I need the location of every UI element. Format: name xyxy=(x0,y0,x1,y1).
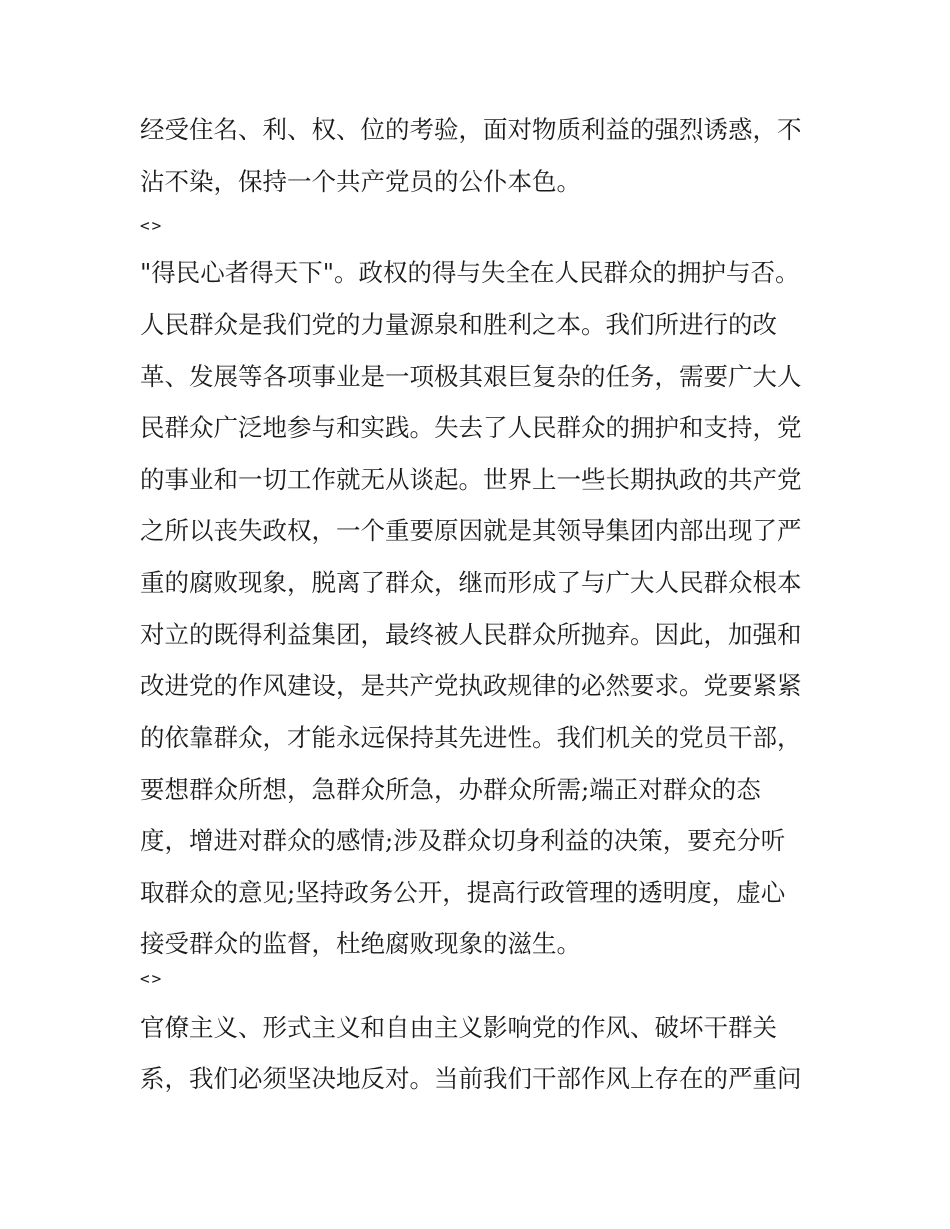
paragraph-2-line-13: 取群众的意见;坚持政务公开，提高行政管理的透明度，虚心 xyxy=(140,878,786,907)
paragraph-2-line-10: 的依靠群众，才能永远保持其先进性。我们机关的党员干部， xyxy=(140,723,802,752)
paragraph-2-line-1: "得民心者得天下"。政权的得与失全在人民群众的拥护与否。 xyxy=(140,258,800,287)
paragraph-3-line-1: 官僚主义、形式主义和自由主义影响党的作风、破坏干群关 xyxy=(140,1013,777,1042)
paragraph-3-line-2: 系，我们必须坚决地反对。当前我们干部作风上存在的严重问 xyxy=(140,1064,802,1093)
paragraph-2-line-4: 民群众广泛地参与和实践。失去了人民群众的拥护和支持，党 xyxy=(140,413,802,442)
paragraph-1-line-1: 经受住名、利、权、位的考验，面对物质利益的强烈诱惑，不 xyxy=(140,115,802,144)
paragraph-2-line-6: 之所以丧失政权，一个重要原因就是其领导集团内部出现了严 xyxy=(140,516,802,545)
paragraph-2-line-9: 改进党的作风建设，是共产党执政规律的必然要求。党要紧紧 xyxy=(140,671,802,700)
paragraph-separator-2: <> xyxy=(140,969,164,988)
paragraph-2-line-14: 接受群众的监督，杜绝腐败现象的滋生。 xyxy=(140,929,581,958)
paragraph-2-line-7: 重的腐败现象，脱离了群众，继而形成了与广大人民群众根本 xyxy=(140,568,802,597)
paragraph-2-line-8: 对立的既得利益集团，最终被人民群众所抛弃。因此，加强和 xyxy=(140,620,802,649)
paragraph-2-line-5: 的事业和一切工作就无从谈起。世界上一些长期执政的共产党 xyxy=(140,465,802,494)
paragraph-separator-1: <> xyxy=(140,216,164,235)
paragraph-2-line-2: 人民群众是我们党的力量源泉和胜利之本。我们所进行的改 xyxy=(140,310,777,339)
paragraph-2-line-12: 度，增进对群众的感情;涉及群众切身利益的决策，要充分听 xyxy=(140,826,786,855)
paragraph-2-line-11: 要想群众所想，急群众所急，办群众所需;端正对群众的态 xyxy=(140,775,761,804)
paragraph-2-line-3: 革、发展等各项事业是一项极其艰巨复杂的任务，需要广大人 xyxy=(140,362,802,391)
paragraph-1-line-2: 沾不染，保持一个共产党员的公仆本色。 xyxy=(140,167,581,196)
